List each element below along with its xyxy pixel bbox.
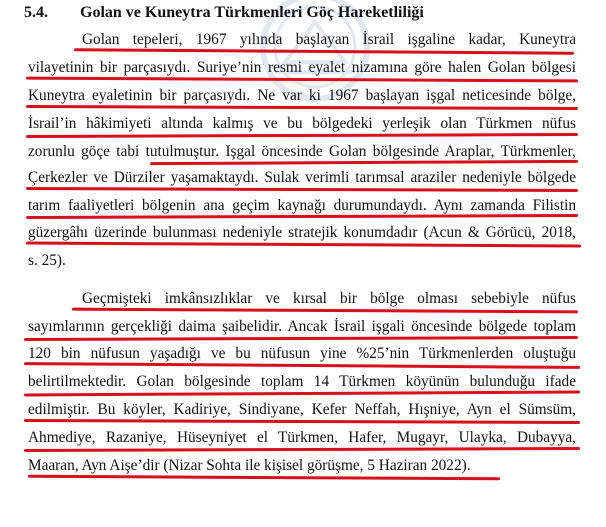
section-number: 5.4. xyxy=(24,4,48,21)
paragraph-1-line-4: İsrail’in hâkimiyeti altında kalmış ve bu bölgedeki yerleşik olan Türkmen nüfus xyxy=(28,115,576,132)
paragraph-1-line-3: Kuneytra eyaletinin bir parçasıydı. Ne var ki 1967 başlayan işgal neticesinde bölge, xyxy=(28,87,576,104)
paragraph-1-line-1: Golan tepeleri, 1967 yılında başlayan İsrail işgaline kadar, Kuneytra xyxy=(82,31,576,48)
red-underline xyxy=(26,133,578,138)
section-title: Golan ve Kuneytra Türkmenleri Göç Hareketliliği xyxy=(80,4,424,21)
paragraph-1-line-2: vilayetinin bir parçasıydı. Suriye’nin resmi eyalet nizamına göre halen Golan bölgesi xyxy=(28,59,576,76)
paragraph-2-line-5: edilmiştir. Bu köyler, Kadiriye, Sindiyane, Kefer Neffah, Hışniye, Ayn el Sümsüm, xyxy=(28,401,576,418)
paragraph-2-line-4: belirtilmektedir. Golan bölgesinde toplam 14 Türkmen köyünün bulunduğu ifade xyxy=(28,373,576,390)
red-underline xyxy=(24,336,578,341)
paragraph-2-line-3: 120 bin nüfusun yaşadığı ve bu nüfusun yine %25’nin Türkmenlerden oluştuğu xyxy=(28,345,576,362)
red-underline xyxy=(26,214,578,219)
red-underline xyxy=(24,447,580,452)
paragraph-2-line-1: Geçmişteki imkânsızlıklar ve kırsal bir bölge olması sebebiyle nüfus xyxy=(82,290,576,307)
paragraph-1-line-9: s. 25). xyxy=(28,252,66,269)
red-underline xyxy=(24,419,580,424)
paragraph-1-line-7: tarım faaliyetleri bölgenin ana geçim kaynağı durumundaydı. Aynı zamanda Filistin xyxy=(28,197,576,214)
paragraph-1-line-8: güzergâhı üzerinde bulunması nedeniyle stratejik konumdadır (Acun & Görücü, 2018, xyxy=(28,224,576,241)
paragraph-2-line-7: Maaran, Ayn Aişe’dir (Nizar Sohta ile kişisel görüşme, 5 Haziran 2022). xyxy=(28,457,471,474)
section-heading xyxy=(24,4,424,22)
paragraph-1-line-5: zorunlu göçe tabi tutulmuştur. Işgal öncesinde Golan bölgesinde Araplar, Türkmenler, xyxy=(28,143,576,160)
red-underline xyxy=(26,105,578,110)
red-underline xyxy=(26,187,578,192)
paragraph-1-line-6: Çerkezler ve Dürziler yaşamaktaydı. Sulak verimli tarımsal araziler nedeniyle bölgede xyxy=(28,169,576,186)
paragraph-2-line-2: sayımlarının gerçekliği daima şaibelidir. Ancak İsrail işgali öncesinde bölgede toplam xyxy=(28,318,576,335)
paragraph-2-line-6: Ahmediye, Razaniye, Hüseyniyet el Türkmen, Hafer, Mugayr, Ulayka, Dubayya, xyxy=(28,429,576,446)
